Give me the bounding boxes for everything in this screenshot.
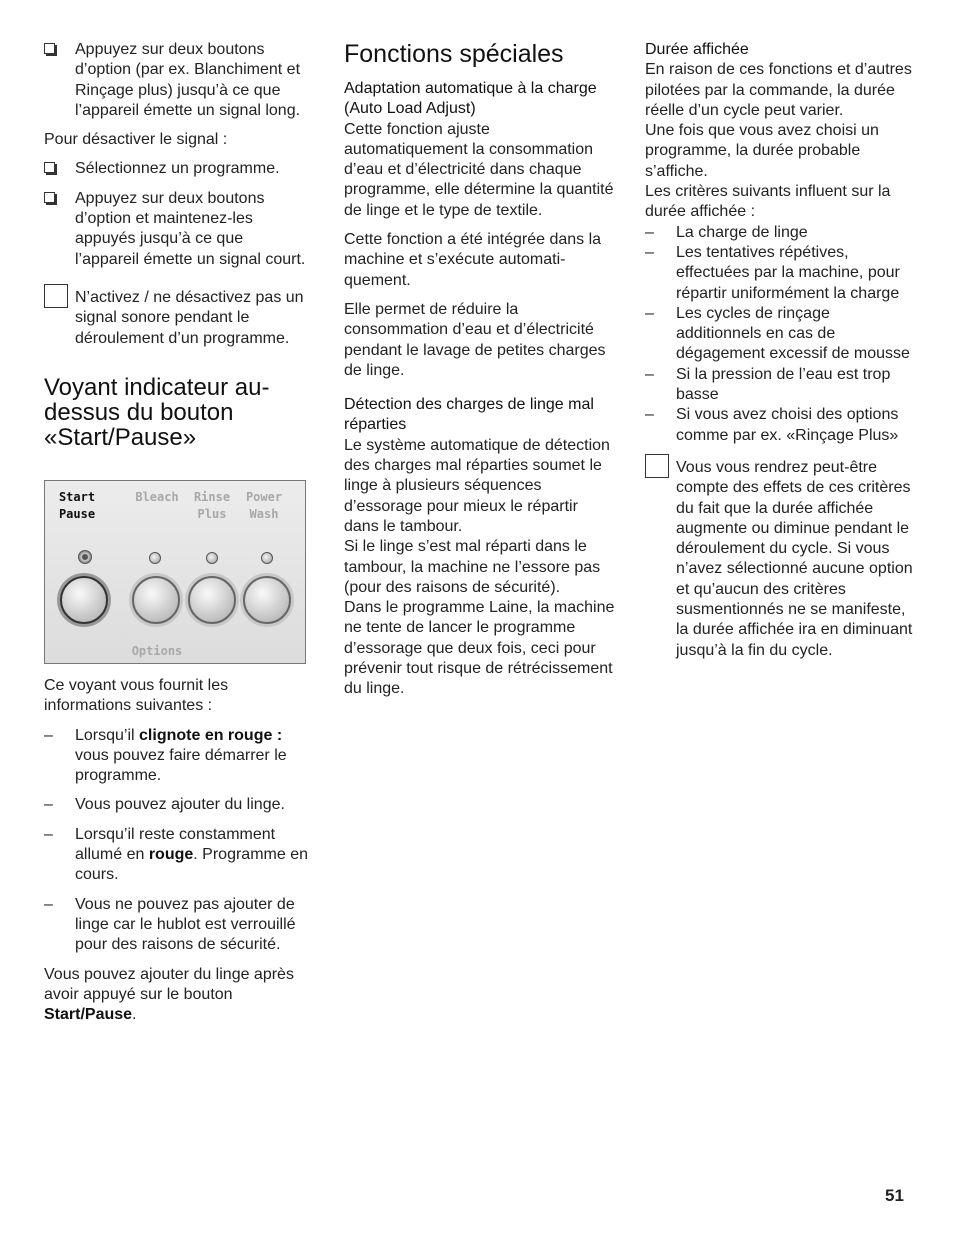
list-item: – Si vous avez choisi des options comme par ex. «Rinçage Plus» bbox=[645, 406, 899, 444]
checklist-item: Sélectionnez un programme. bbox=[44, 159, 310, 179]
checklist-item: Appuyez sur deux boutons d’option et maintenez-les appuyés jusqu’à ce que l’appareil émette un signal court. bbox=[44, 189, 310, 270]
list-item: – Vous ne pouvez pas ajouter de linge car le hublot est verrouillé pour des raisons de sécurité. bbox=[44, 895, 296, 954]
paragraph: Cette fonction ajuste automatiquement la consommation d’eau et d’électricité dans chaque programme, elle détermine la quantité de linge et le type de textile. bbox=[344, 120, 614, 219]
column-middle bbox=[344, 40, 616, 700]
bleach-button bbox=[132, 576, 180, 624]
note-block: N’activez / ne désactivez pas un signal sonore pendant le déroulement d’un programme. bbox=[44, 288, 310, 349]
column-left-lower bbox=[44, 676, 310, 1034]
power-wash-label: Power Wash bbox=[245, 490, 283, 521]
paragraph: Si le linge s’est mal réparti dans le tambour, la machine ne l’essore pas (pour des raisons de sécurité). bbox=[344, 538, 601, 596]
start-pause-button bbox=[60, 576, 108, 624]
options-label: Options bbox=[131, 644, 183, 658]
paragraph: En raison de ces fonctions et d’autres pilotées par la commande, la durée réelle d’un cycle peut varier. bbox=[645, 61, 912, 119]
column-right bbox=[645, 40, 913, 670]
checkbox-icon bbox=[44, 43, 55, 54]
start-pause-label: Start Pause bbox=[58, 490, 96, 521]
page-number: 51 bbox=[885, 1186, 904, 1205]
note-block: Vous vous rendrez peut-être compte des effets de ces critères du fait que la durée affichée augmente ou diminue pendant le déroulement du cycle. Si vous n’avez sélectionné aucune option et qu’aucun des critères susmentionnés ne se manifeste, la durée affichée ira en diminuant jusqu’à la fin du cycle. bbox=[645, 458, 913, 661]
checkbox-icon bbox=[44, 192, 55, 203]
paragraph: Dans le programme Laine, la machine ne tente de lancer le programme d’essorage que deux fois, ceci pour prévenir tout risque de rétrécissement du linge. bbox=[344, 599, 615, 698]
section-heading-indicator: Voyant indicateur au-dessus du bouton «Start/Pause» bbox=[44, 373, 270, 451]
checkbox-icon bbox=[44, 162, 55, 173]
paragraph: Elle permet de réduire la consommation d’eau et d’électricité pendant le lavage de petites charges de linge. bbox=[344, 300, 606, 379]
indicator-intro: Ce voyant vous fournit les informations suivantes : bbox=[44, 677, 229, 715]
bleach-label: Bleach bbox=[135, 490, 179, 504]
list-item: – Si la pression de l’eau est trop basse bbox=[645, 365, 891, 404]
power-wash-button bbox=[243, 576, 291, 624]
list-item: – Lorsqu’il reste constamment allumé en rouge. Programme en cours. bbox=[44, 825, 308, 884]
control-panel-illustration bbox=[44, 480, 306, 664]
list-item: – Les tentatives répétives, effectuées par la machine, pour répartir uniformément la charge bbox=[645, 243, 900, 302]
rinse-plus-label: Rinse Plus bbox=[193, 490, 231, 521]
note-icon bbox=[44, 284, 68, 308]
section-heading-special-functions: Fonctions spéciales bbox=[344, 40, 564, 68]
list-item: – Lorsqu’il clignote en rouge : vous pouvez faire démarrer le programme. bbox=[44, 726, 287, 785]
list-item: – La charge de linge bbox=[645, 223, 808, 241]
column-left bbox=[44, 40, 310, 450]
paragraph: Cette fonction a été intégrée dans la machine et s’exécute automati-quement. bbox=[344, 231, 602, 289]
list-item: – Les cycles de rinçage additionnels en cas de dégagement excessif de mousse bbox=[645, 304, 910, 363]
paragraph: Les critères suivants influent sur la durée affichée : bbox=[645, 183, 891, 221]
checklist-item: Appuyez sur deux boutons d’option (par ex. Blanchiment et Rinçage plus) jusqu’à ce que l’appareil émette un signal long. bbox=[44, 40, 310, 121]
bleach-led-icon bbox=[149, 552, 161, 564]
paragraph: Une fois que vous avez choisi un programme, la durée probable s’affiche. bbox=[645, 122, 879, 180]
list-item: – Vous pouvez ajouter du linge. bbox=[44, 796, 285, 814]
rinse-led-icon bbox=[206, 552, 218, 564]
rinse-plus-button bbox=[188, 576, 236, 624]
deactivate-label: Pour désactiver le signal : bbox=[44, 131, 228, 149]
start-indicator-led-icon bbox=[78, 550, 92, 564]
closing-text: Vous pouvez ajouter du linge après avoir appuyé sur le bouton Start/Pause. bbox=[44, 965, 294, 1024]
power-led-icon bbox=[261, 552, 273, 564]
subheading-unbalanced-load: Détection des charges de linge mal réparties bbox=[344, 396, 594, 434]
subheading-auto-load: Adaptation automatique à la charge (Auto Load Adjust) bbox=[344, 80, 597, 118]
note-icon bbox=[645, 454, 669, 478]
paragraph: Le système automatique de détection des charges mal réparties soumet le linge à plusieurs séquences d’essorage pour mieux le répartir dans le tambour. bbox=[344, 436, 610, 535]
subheading-displayed-duration: Durée affichée bbox=[645, 41, 749, 58]
